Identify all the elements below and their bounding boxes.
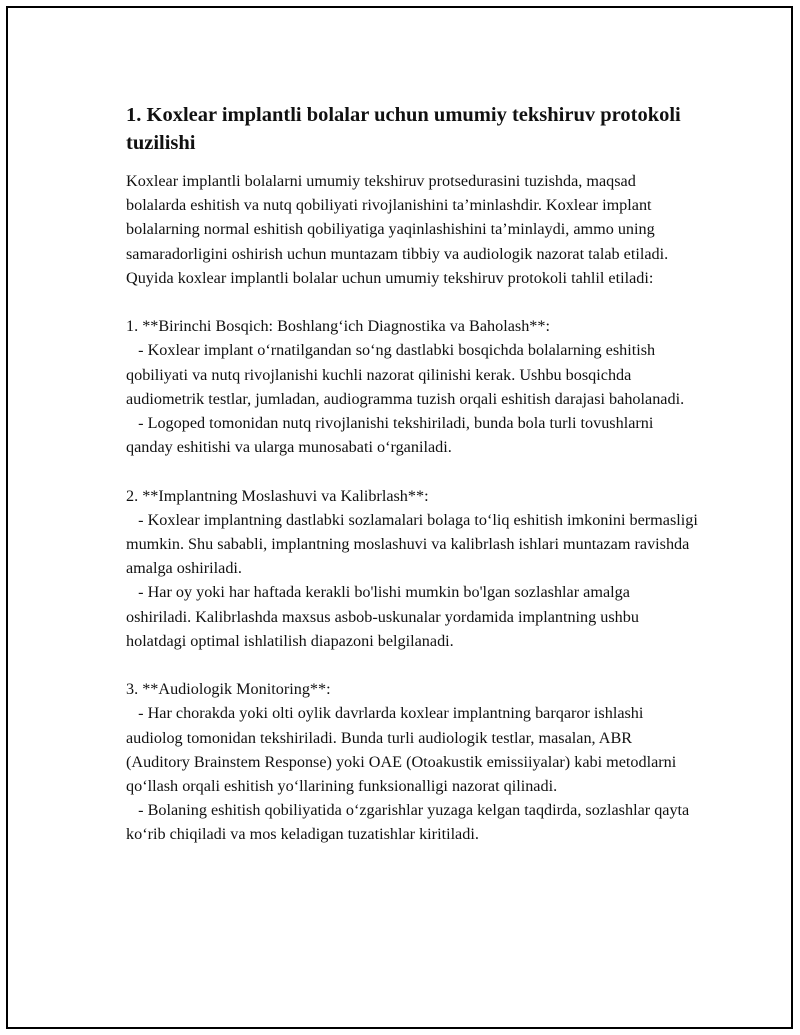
page-frame <box>6 6 793 1029</box>
document-title: 1. Koxlear implantli bolalar uchun umumiy tekshiruv protokoli tuzilishi <box>126 104 681 154</box>
paragraph-gap <box>126 459 698 483</box>
section-bullet: - Koxlear implant o‘rnatilgandan so‘ng dastlabki bosqichda bolalarning eshitish qobiliyati va nutq rivojlanishi kuchli nazorat qilinishi kerak. Ushbu bosqichda audiometrik testlar, jumladan, audiogramma tuzish orqali eshitish darajasi baholanadi. <box>126 341 685 408</box>
section-2 <box>126 484 698 653</box>
section-heading: 3. **Audiologik Monitoring**: <box>126 680 331 699</box>
document-body <box>118 101 698 847</box>
paragraph-gap <box>126 653 698 677</box>
intro-paragraph: Koxlear implantli bolalarni umumiy tekshiruv protsedurasini tuzishda, maqsad bolalarda eshitish va nutq qobiliyati rivojlanishini ta’minlashdir. Koxlear implant bolalarning normal eshitish qobiliyatiga yaqinlashishini ta’minlaydi, ammo uning samaradorligini oshirish uchun muntazam tibbiy va audiologik nazorat talab etiladi. Quyida koxlear implantli bolalar uchun umumiy tekshiruv protokoli tahlil etiladi: <box>126 172 669 287</box>
section-heading: 2. **Implantning Moslashuvi va Kalibrlash**: <box>126 486 429 505</box>
section-bullet: - Koxlear implantning dastlabki sozlamalari bolaga to‘liq eshitish imkonini bermasligi mumkin. Shu sababli, implantning moslashuvi va kalibrlash ishlari muntazam ravishda amalga oshiriladi. <box>126 510 698 578</box>
document-text <box>126 169 698 847</box>
section-bullet: - Bolaning eshitish qobiliyatida o‘zgarishlar yuzaga kelgan taqdirda, sozlashlar qayta ko‘rib chiqiladi va mos keladigan tuzatishlar kiritiladi. <box>126 801 690 844</box>
section-heading: 1. **Birinchi Bosqich: Boshlang‘ich Diagnostika va Baholash**: <box>126 317 550 336</box>
section-bullet: - Har oy yoki har haftada kerakli bo'lishi mumkin bo'lgan sozlashlar amalga oshiriladi. Kalibrlashda maxsus asbob-uskunalar yordamida implantning ushbu holatdagi optimal ishlatilish diapazoni belgilanadi. <box>126 583 639 650</box>
section-bullet: - Logoped tomonidan nutq rivojlanishi tekshiriladi, bunda bola turli tovushlarni qanday eshitishi va ularga munosabati o‘rganiladi. <box>126 414 654 457</box>
section-bullet: - Har chorakda yoki olti oylik davrlarda koxlear implantning barqaror ishlashi audiolog tomonidan tekshiriladi. Bunda turli audiologik testlar, masalan, ABR (Auditory Brainstem Response) yoki OAE (Otoakustik emissiiyalar) kabi metodlarni qo‘llash orqali eshitish yo‘llarining funksionalligi nazorat qilinadi. <box>126 704 677 796</box>
section-3 <box>126 677 698 846</box>
section-1 <box>126 314 698 459</box>
paragraph-gap <box>126 290 698 314</box>
